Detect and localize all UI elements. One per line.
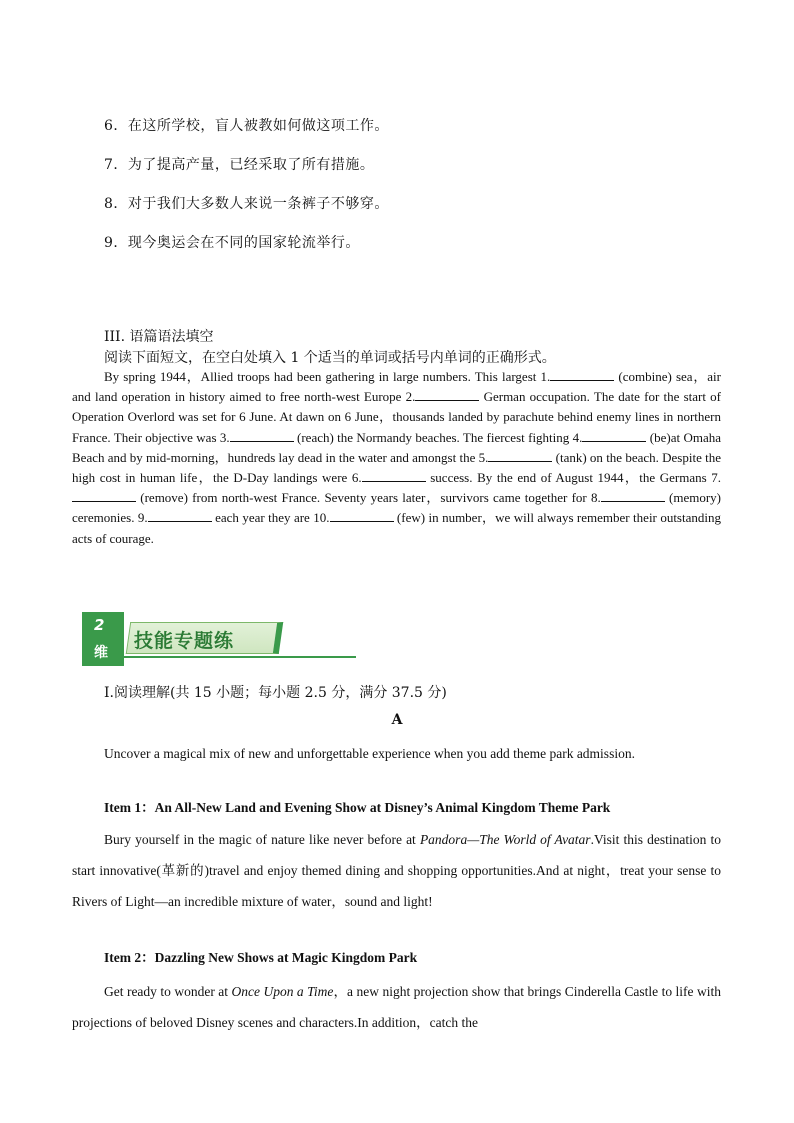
translation-item-6: 6．在这所学校，盲人被教如何做这项工作。: [104, 118, 389, 134]
section-number: 2: [94, 616, 105, 634]
blank-7[interactable]: [72, 489, 136, 502]
item-2-text: Get ready to wonder at Once Upon a Time，a new night projection show that brings Cinderella Castle to life with projections of beloved Disney scenes and characters.In addition，catch the: [72, 984, 721, 1030]
banner-underline: [124, 656, 356, 658]
item-2-heading: Item 2：Dazzling New Shows at Magic Kingdom Park: [104, 950, 418, 965]
reading-section-title: Ⅰ.阅读理解(共 15 小题；每小题 2.5 分，满分 37.5 分): [104, 685, 447, 701]
section-label: 技能专题练: [134, 630, 235, 652]
section-unit: 维: [94, 645, 108, 661]
translation-item-9: 9．现今奥运会在不同的国家轮流举行。: [104, 235, 360, 251]
translation-item-8: 8．对于我们大多数人来说一条裤子不够穿。: [104, 196, 389, 212]
passage-intro: Uncover a magical mix of new and unforgettable experience when you add theme park admission.: [104, 746, 635, 761]
item-1-heading: Item 1：An All-New Land and Evening Show at Disney’s Animal Kingdom Theme Park: [104, 800, 611, 815]
translation-item-7: 7．为了提高产量，已经采取了所有措施。: [104, 157, 375, 173]
blank-8[interactable]: [601, 489, 665, 502]
grammar-instruction: 阅读下面短文，在空白处填入 1 个适当的单词或括号内单词的正确形式。: [104, 350, 556, 366]
blank-6[interactable]: [362, 469, 426, 482]
section-banner: [82, 612, 278, 666]
blank-5[interactable]: [488, 449, 552, 462]
grammar-passage: By spring 1944，Allied troops had been gathering in large numbers. This largest 1. (combine) sea，air and land operation in history aimed to free north-west Europe 2. German occupation. The date for the start of Operation Overlord was set for 6 June. At dawn on 6 June，thousands landed by parachute behind enemy lines in northern France. Their objective was 3. (reach) the Normandy beaches. The fiercest fighting 4. (be)at Omaha Beach and by mid-morning，hundreds lay dead in the water and amongst the 5. (tank) on the beach. Despite the high cost in human life，the D-Day landings were 6. success. By the end of August 1944，the Germans 7. (remove) from north-west France. Seventy years later，survivors came together for 8. (memory) ceremonies. 9. each year they are 10. (few) in number，we will always remember their outstanding acts of courage.: [72, 369, 722, 546]
blank-2[interactable]: [415, 388, 479, 401]
grammar-section-title: III. 语篇语法填空: [104, 329, 214, 345]
blank-1[interactable]: [550, 368, 614, 381]
blank-4[interactable]: [582, 429, 646, 442]
blank-10[interactable]: [330, 509, 394, 522]
passage-letter: A: [391, 712, 403, 728]
item-1-text: Bury yourself in the magic of nature like never before at Pandora—The World of Avatar.Visit this destination to start innovative(革新的)travel and enjoy themed dining and shopping opportunities.And at night，treat your sense to Rivers of Light—an incredible mixture of water，sound and light!: [72, 832, 721, 909]
blank-9[interactable]: [148, 509, 212, 522]
blank-3[interactable]: [230, 429, 294, 442]
